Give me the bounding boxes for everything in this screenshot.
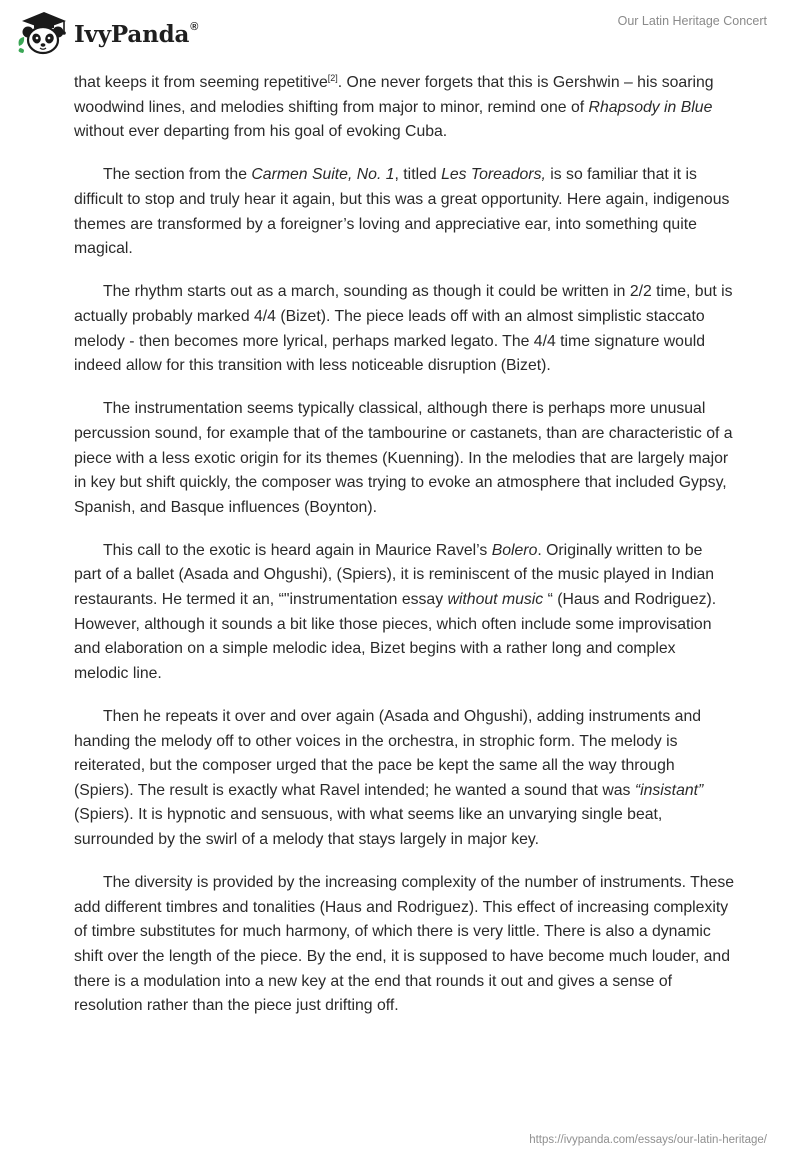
text-run: “ (Haus and Rodriguez). However, although it sounds a bit like those pieces, which often include some improvisation and elaboration on a simple melodic idea, Bizet begins with a rather long and complex melodic line. <box>74 591 717 682</box>
text-run: Then he repeats it over and over again (Asada and Ohgushi), adding instruments and handing the melody off to other voices in the orchestra, in strophic form. The melody is reiterated, but the composer urged that the pace be kept the same all the way through (Spiers). The result is exactly what Ravel intended; he wanted a sound that was <box>74 708 702 799</box>
document-title: Our Latin Heritage Concert <box>617 14 767 28</box>
essay-paragraph <box>74 163 734 261</box>
italic-text: Rhapsody in Blue <box>588 98 713 116</box>
text-run: (Spiers). It is hypnotic and sensuous, with what seems like an unvarying single beat, surrounded by the swirl of a melody that stays largely in major key. <box>74 806 663 848</box>
text-run: without ever departing from his goal of evoking Cuba. <box>74 123 448 141</box>
footnote-reference: [2] <box>327 73 338 83</box>
text-run: , titled <box>394 166 442 184</box>
ivypanda-logo[interactable] <box>14 8 198 56</box>
text-run: The rhythm starts out as a march, sounding as though it could be written in 2/2 time, but is actually probably marked 4/4 (Bizet). The piece leads off with an almost simplistic staccato melody - then becomes more lyrical, perhaps marked legato. The 4/4 time signature would indeed allow for this transition with less noticeable disruption (Bizet). <box>74 283 733 375</box>
italic-text: without music <box>447 591 544 609</box>
essay-paragraph <box>74 397 734 520</box>
brand-name: IvyPanda® <box>74 20 199 48</box>
text-run: that keeps it from seeming repetitive <box>74 74 328 91</box>
italic-text: Bolero <box>491 541 538 559</box>
registered-mark: ® <box>190 20 199 33</box>
text-run: This call to the exotic is heard again in Maurice Ravel’s <box>103 541 492 559</box>
essay-paragraph <box>74 705 734 853</box>
essay-paragraph <box>74 71 734 145</box>
italic-text: Les Toreadors, <box>441 166 546 184</box>
text-run: The section from the <box>103 166 252 184</box>
text-run: . Originally written to be part of a ballet (Asada and Ohgushi), (Spiers), it is reminiscent of the music played in Indian restaurants. He termed it an, “"instrumentation essay <box>74 541 715 609</box>
text-run: The instrumentation seems typically classical, although there is perhaps more unusual percussion sound, for example that of the tambourine or castanets, than are characteristic of a piece with a less exotic origin for its themes (Kuenning). In the melodies that are largely major in key but shift quickly, the composer was trying to evoke an atmosphere that included Gypsy, Spanish, and Basque influences (Boynton). <box>74 400 733 516</box>
essay-body <box>74 71 734 1037</box>
essay-paragraph <box>74 871 734 1019</box>
italic-text: Carmen Suite, No. 1 <box>251 166 395 184</box>
text-run: is so familiar that it is difficult to stop and truly hear it again, but this was a great opportunity. Here again, indigenous themes are transformed by a foreigner’s loving and appreciative ear, into something quite magical. <box>74 166 730 258</box>
source-url[interactable]: https://ivypanda.com/essays/our-latin-heritage/ <box>529 1134 767 1146</box>
essay-paragraph <box>74 280 734 378</box>
text-run: . One never forgets that this is Gershwin – his soaring woodwind lines, and melodies shifting from major to minor, remind one of <box>74 74 714 116</box>
text-run: The diversity is provided by the increasing complexity of the number of instruments. These add different timbres and tonalities (Haus and Rodriguez). This effect of increasing complexity of timbre substitutes for much harmony, of which there is very little. There is also a dynamic shift over the length of the piece. By the end, it is supposed to have become much louder, and there is a modulation into a new key at the end that rounds it out and gives a sense of resolution rather than the piece just drifting off. <box>74 874 735 1015</box>
italic-text: “insistant” <box>634 781 704 799</box>
essay-paragraph <box>74 539 734 687</box>
page-header <box>0 0 800 64</box>
panda-graduate-icon <box>14 8 70 56</box>
